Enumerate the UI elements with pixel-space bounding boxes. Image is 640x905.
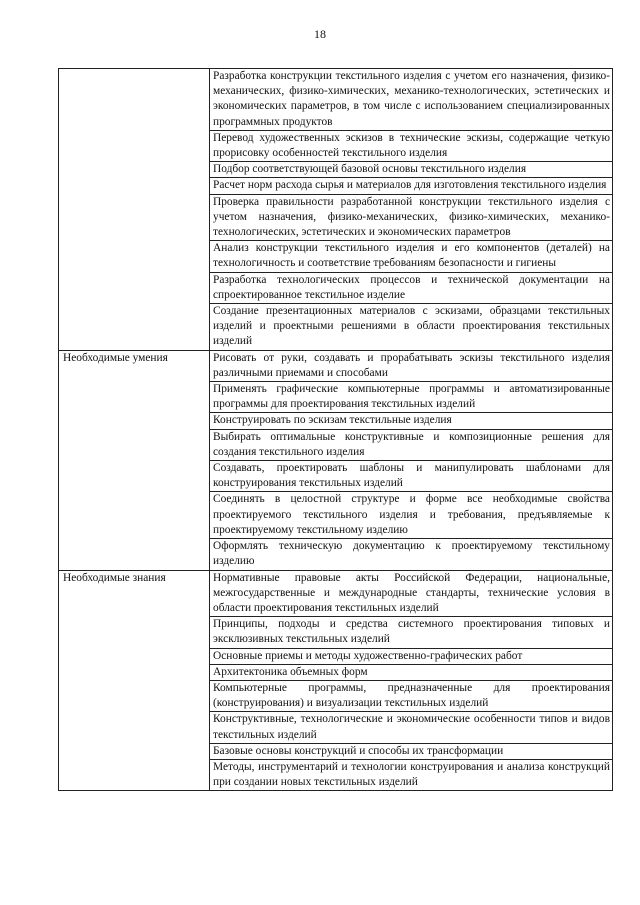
group-label: Необходимые знания <box>59 570 210 791</box>
page-number: 18 <box>314 27 326 41</box>
requirement-cell: Разработка конструкции текстильного изделия с учетом его назначения, физико-механических, физико-химических, механико-технологических, эстетических и экономических параметров, в том числе с использованием специализированных программных продуктов <box>210 69 613 131</box>
requirement-cell: Создавать, проектировать шаблоны и манипулировать шаблонами для конструирования текстильных изделий <box>210 461 613 492</box>
requirement-cell: Рисовать от руки, создавать и прорабатывать эскизы текстильного изделия различными приемами и способами <box>210 350 613 381</box>
table-row <box>59 69 613 131</box>
requirement-cell: Выбирать оптимальные конструктивные и композиционные решения для создания текстильного изделия <box>210 429 613 460</box>
requirement-cell: Нормативные правовые акты Российской Федерации, национальные, межгосударственные и международные стандарты, технические условия в области проектирования текстильных изделий <box>210 570 613 617</box>
requirement-cell: Соединять в целостной структуре и форме все необходимые свойства проектируемого текстильного изделия и требования, предъявляемые к проектируемому текстильному изделию <box>210 492 613 539</box>
requirement-cell: Разработка технологических процессов и технической документации на спроектированное текстильное изделие <box>210 272 613 303</box>
competency-table <box>58 68 613 791</box>
requirement-cell: Оформлять техническую документацию к проектируемому текстильному изделию <box>210 539 613 570</box>
requirement-cell: Применять графические компьютерные программы и автоматизированные программы для проектирования текстильных изделий <box>210 382 613 413</box>
requirement-cell: Анализ конструкции текстильного изделия и его компонентов (деталей) на технологичность и соответствие требованиям безопасности и гигиены <box>210 241 613 272</box>
requirement-cell: Подбор соответствующей базовой основы текстильного изделия <box>210 162 613 178</box>
requirement-cell: Конструировать по эскизам текстильные изделия <box>210 413 613 429</box>
group-label <box>59 69 210 351</box>
table-row <box>59 350 613 381</box>
requirement-cell: Базовые основы конструкций и способы их трансформации <box>210 743 613 759</box>
requirement-cell: Конструктивные, технологические и экономические особенности типов и видов текстильных изделий <box>210 712 613 743</box>
requirement-cell: Архитектоника объемных форм <box>210 664 613 680</box>
requirement-cell: Перевод художественных эскизов в технические эскизы, содержащие четкую прорисовку особенностей текстильного изделия <box>210 130 613 161</box>
requirement-cell: Создание презентационных материалов с эскизами, образцами текстильных изделий и проектными решениями в области проектирования текстильных изделий <box>210 304 613 351</box>
group-label: Необходимые умения <box>59 350 210 570</box>
requirement-cell: Принципы, подходы и средства системного проектирования типовых и эксклюзивных текстильных изделий <box>210 617 613 648</box>
requirement-cell: Проверка правильности разработанной конструкции текстильного изделия с учетом назначения, физико-механических, физико-химических, механико-технологических, эстетических и экономических параметров <box>210 194 613 241</box>
requirement-cell: Методы, инструментарий и технологии конструирования и анализа конструкций при создании новых текстильных изделий <box>210 759 613 790</box>
requirement-cell: Компьютерные программы, предназначенные для проектирования (конструирования) и визуализации текстильных изделий <box>210 680 613 711</box>
requirement-cell: Расчет норм расхода сырья и материалов для изготовления текстильного изделия <box>210 178 613 194</box>
requirement-cell: Основные приемы и методы художественно-графических работ <box>210 648 613 664</box>
table-row <box>59 570 613 617</box>
